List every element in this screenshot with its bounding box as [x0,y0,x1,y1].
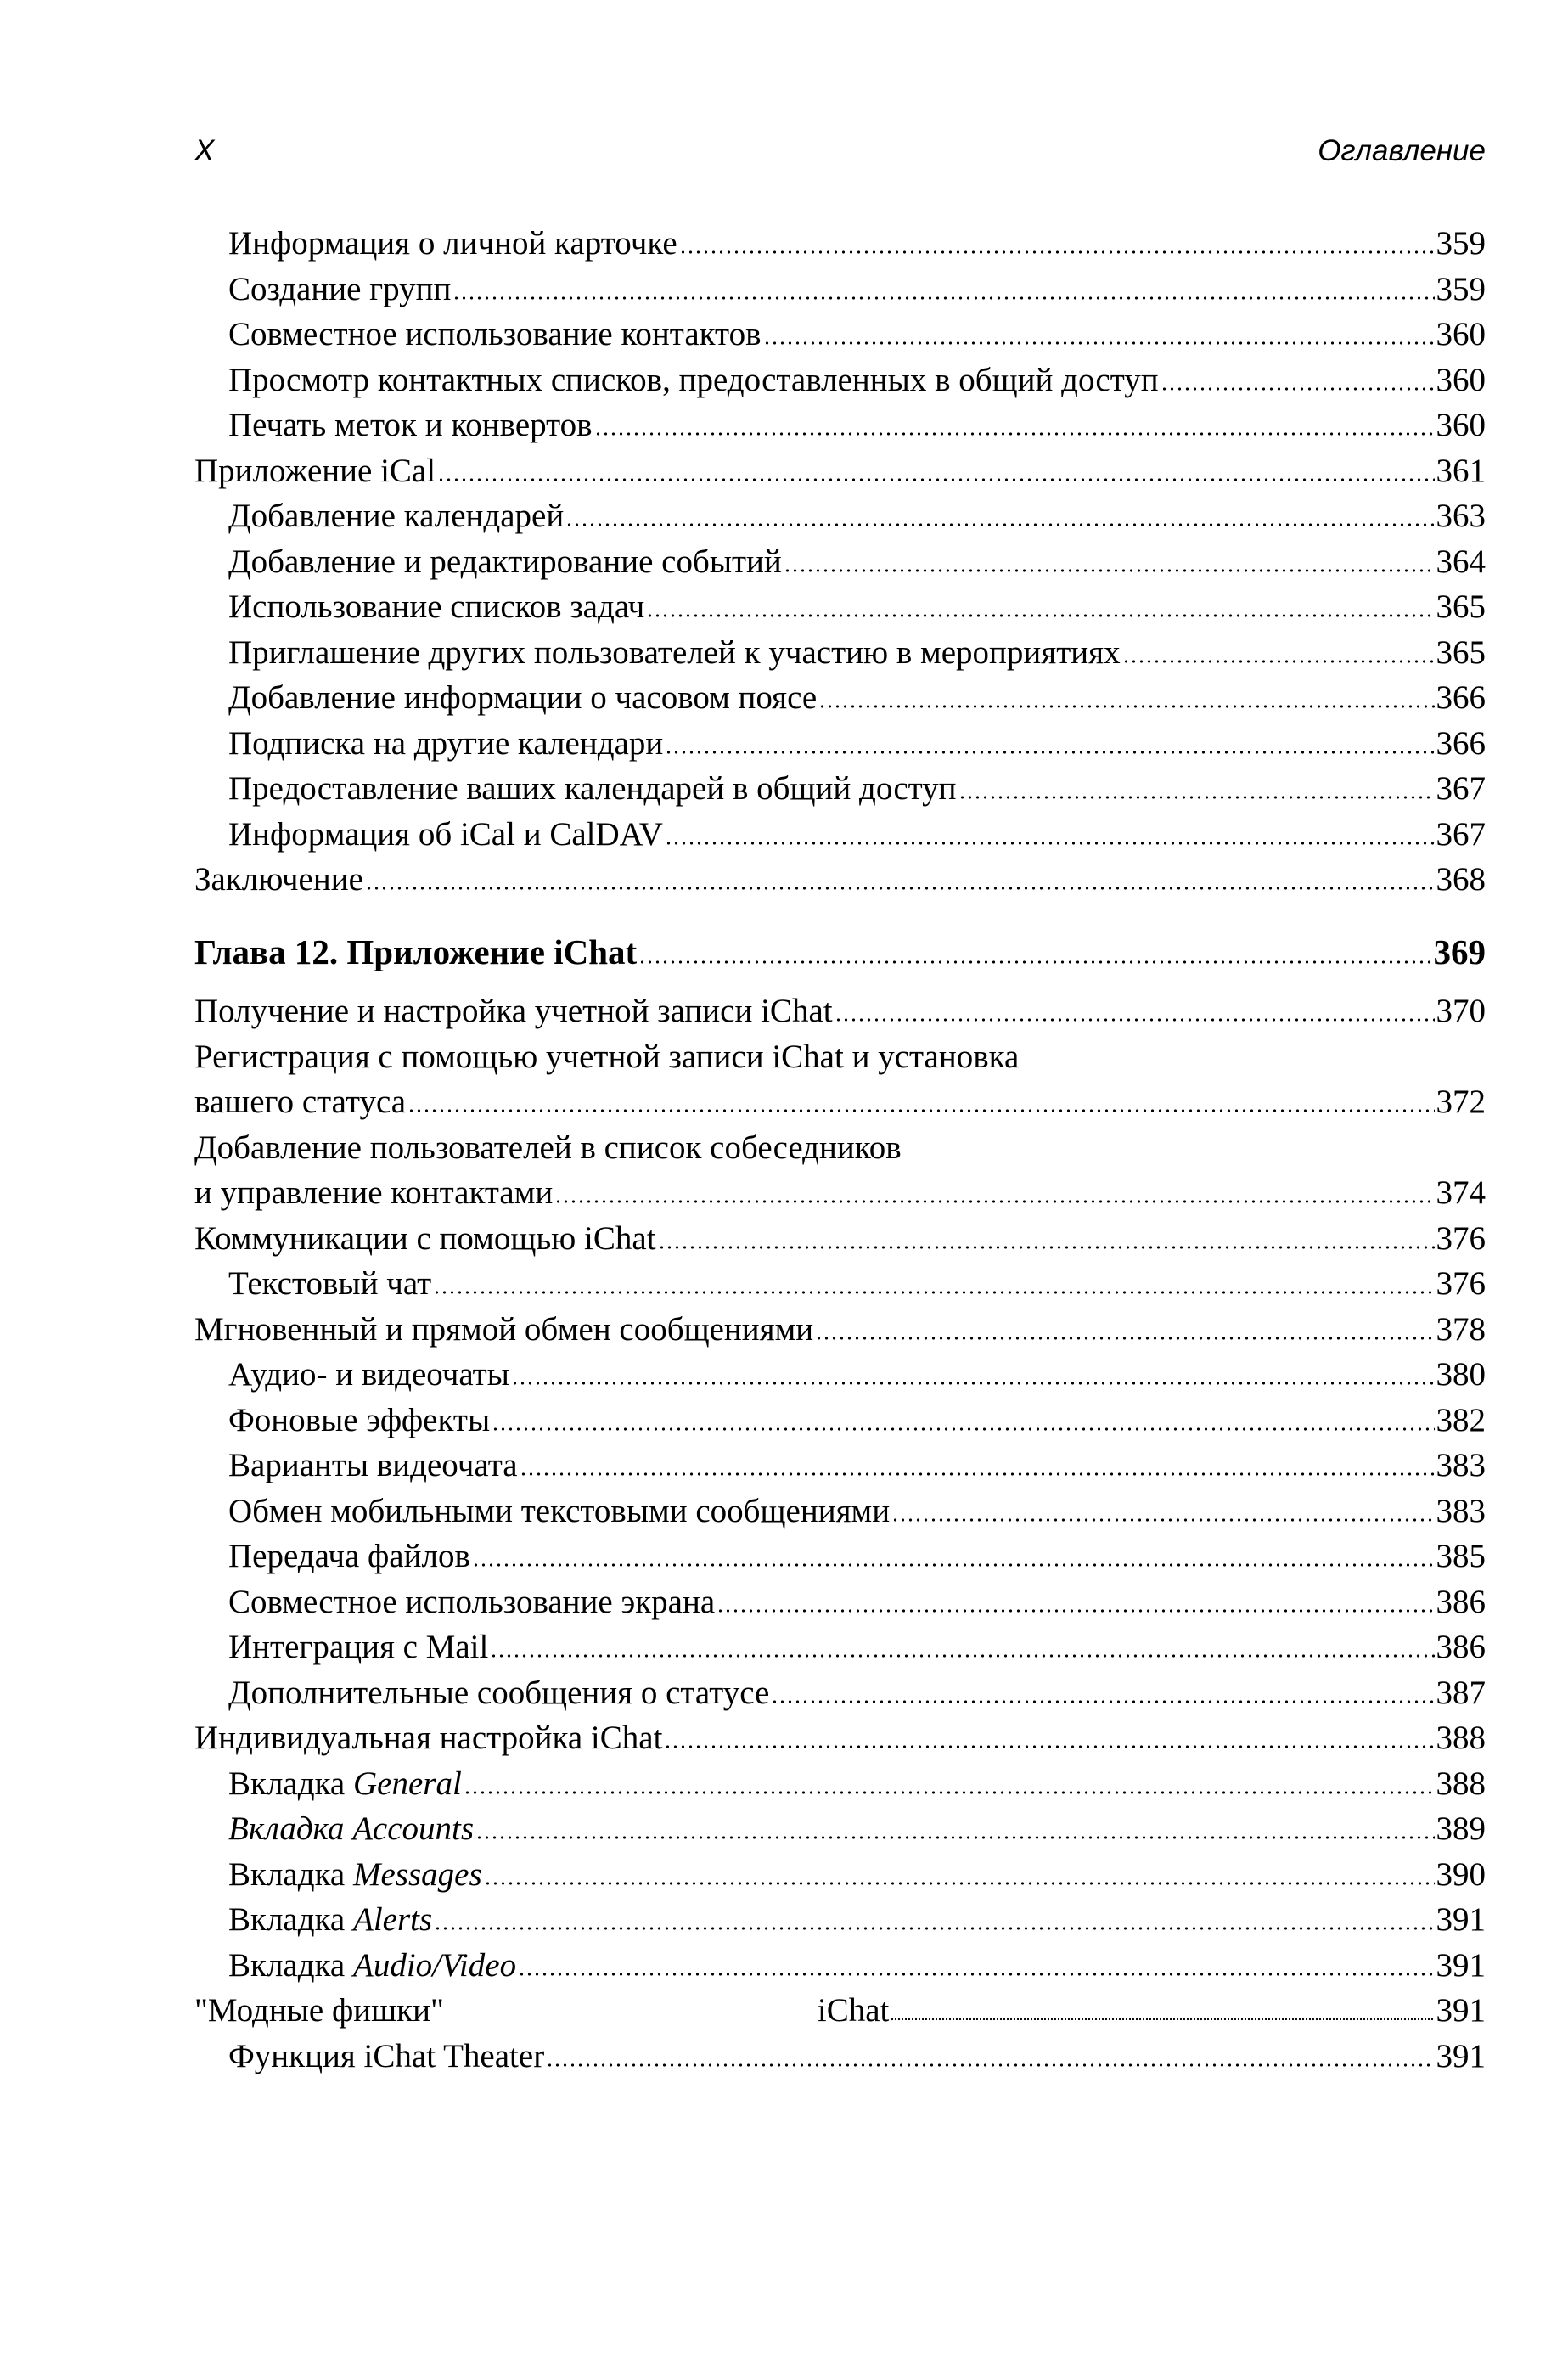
toc-entry-title [228,1352,509,1398]
toc-entry [194,1079,1486,1125]
toc-entry-text: Печать меток и конвертов [228,407,593,443]
dot-leader [665,842,1435,845]
dot-leader [365,887,1435,890]
toc-entry-text: Вкладка [228,1855,353,1893]
dot-leader [763,341,1435,345]
toc-entry [194,584,1486,630]
toc-entry-italic: General [353,1765,462,1802]
dot-leader [818,705,1434,708]
toc-entry-title [194,1216,656,1262]
toc-entry [194,1943,1486,1989]
toc-entry-title [228,584,644,630]
toc-entry [194,1988,1486,2034]
toc-entry-text: Использование списков задач [228,588,645,625]
toc-entry-title [228,1398,490,1444]
page-number: 364 [1436,543,1486,580]
toc-entry-title [228,312,762,357]
toc-entry-text: Передача файлов [228,1538,470,1574]
toc-entry-title [228,1261,431,1307]
toc-entry-title [228,267,451,312]
dot-leader [958,796,1435,799]
toc-entry-title [228,766,957,812]
toc-entry-italic: Alerts [353,1901,433,1938]
toc-entry-text: Совместное использование контактов [228,316,762,352]
dot-leader [815,1337,1434,1340]
toc-entry-title [228,402,593,448]
toc-entry-text: Коммуникации с помощью iChat [194,1219,656,1257]
page-number: 389 [1436,1810,1486,1847]
toc-entry [194,1489,1486,1534]
toc-entry-title [228,675,817,721]
dot-leader [646,614,1434,617]
toc-entry [194,402,1486,448]
toc-entry-text: Создание групп [228,270,452,307]
toc-entry-text: Аудио- и видеочаты [228,1356,509,1393]
toc-entry-title [194,988,833,1034]
toc-entry-title [228,1579,715,1625]
toc-entry [194,1443,1486,1489]
toc-entry-text: и управление контактами [194,1174,554,1211]
toc-entry-text: Дополнительные сообщения о статусе [228,1674,770,1711]
page-number: 368 [1436,861,1486,898]
toc-entry-title [228,1443,518,1489]
toc-entry-title [228,1852,482,1898]
dot-leader [891,2018,1434,2021]
toc-entry-text: Текстовый чат [228,1265,432,1302]
toc-entry [194,1216,1486,1262]
toc-entry-text-tail: iChat [817,1992,890,2029]
dot-leader [554,1200,1434,1203]
page-number: 382 [1436,1401,1486,1438]
page-number: 365 [1436,633,1486,671]
toc-entry-title [228,221,677,267]
dot-leader [665,751,1434,754]
page-number: 363 [1436,498,1486,534]
page-number: 386 [1436,1629,1486,1665]
toc-entry-title [228,539,782,585]
toc-entry-title [194,1307,813,1353]
toc-entry-title [228,721,663,767]
toc-entry-text: Предоставление ваших календарей в общий доступ [228,770,957,807]
page-number: 383 [1436,1492,1486,1529]
page-number: 391 [1436,1946,1486,1984]
toc-entry-title [194,1079,406,1125]
toc-entry-title [194,1988,889,2034]
toc-entry-title [194,1170,553,1216]
toc-entry [194,1624,1486,1670]
toc-entry [194,1852,1486,1898]
page-number: 367 [1436,770,1486,807]
dot-leader [771,1700,1434,1703]
toc-entry-text: Вкладка [228,1901,353,1938]
toc-entry-first-line: Регистрация с помощью учетной записи iChat и установка [194,1038,1020,1075]
toc-entry [194,1261,1486,1307]
page-number: 388 [1436,1765,1486,1802]
dot-leader [835,1018,1435,1022]
toc-entry-text: Фоновые эффекты [228,1401,491,1438]
toc-entry-title [228,1943,516,1989]
page-number: 369 [1433,932,1486,971]
toc-entry [194,1352,1486,1398]
page-number: 361 [1436,452,1486,489]
toc-entry-text: Обмен мобильными текстовыми сообщениями [228,1492,891,1529]
toc-entry-text: Приложение iCal [194,452,436,489]
toc-entry-italic: Вкладка Accounts [228,1810,475,1847]
page-number: 388 [1436,1720,1486,1756]
page-number: 386 [1436,1583,1486,1620]
toc-entry-text: Функция iChat Theater [228,2037,545,2074]
toc-entry-text: Варианты видеочата [228,1447,518,1483]
page-number: 360 [1436,316,1486,352]
dot-leader [565,523,1434,526]
toc-entry [194,493,1486,539]
dot-leader [594,432,1435,436]
page-number: 372 [1436,1084,1486,1120]
toc-entry [194,1715,1486,1761]
dot-leader [464,1791,1435,1794]
dot-leader [407,1109,1434,1112]
toc-entry-title [228,630,1121,676]
toc-entry-title [228,812,663,858]
toc-entry [194,812,1486,858]
toc-entry-text: Вкладка [228,1946,353,1984]
toc-entry [194,1170,1486,1216]
dot-leader [518,1973,1434,1976]
dot-leader [492,1427,1434,1431]
dot-leader [1161,387,1435,391]
toc-entry-text: Совместное использование экрана [228,1583,716,1620]
page-number: 390 [1436,1855,1486,1893]
dot-leader [433,1291,1434,1294]
toc-entry-text: "Модные фишки" [194,1992,444,2029]
toc-entry [194,1307,1486,1353]
chapter-heading [194,930,1486,976]
toc-entry-text: Глава 12. Приложение iChat [194,932,638,971]
page-number: 391 [1436,2037,1486,2074]
page-number: 366 [1436,724,1486,762]
toc-entry-title [228,1806,474,1852]
toc-entry-text: Подписка на другие календари [228,724,664,762]
toc-entry-italic: Audio/Video [353,1946,517,1984]
page-number: 360 [1436,407,1486,443]
toc-entry [194,1806,1486,1852]
dot-leader [658,1246,1435,1249]
table-of-contents [194,221,1486,2079]
page-number: 359 [1436,225,1486,262]
toc-entry-text: Информация об iCal и CalDAV [228,815,663,853]
toc-entry-title [228,1534,470,1579]
toc-entry-title [228,357,1159,403]
toc-entry-text: Индивидуальная настройка iChat [194,1720,663,1756]
toc-entry [194,448,1486,494]
toc-entry-title [228,1624,488,1670]
toc-entry [194,357,1486,403]
dot-leader [511,1382,1435,1385]
toc-entry-text: Мгновенный и прямой обмен сообщениями [194,1310,814,1348]
page-number: X [194,134,215,167]
dot-leader [434,1927,1434,1930]
toc-entry-text: Получение и настройка учетной записи iChat [194,993,833,1029]
toc-entry [194,539,1486,585]
page-number: 380 [1436,1356,1486,1393]
dot-leader [891,1518,1434,1522]
toc-entry-text: Добавление календарей [228,498,565,534]
dot-leader [1122,660,1435,663]
page-number: 376 [1436,1219,1486,1257]
dot-leader [784,569,1435,572]
toc-entry [194,267,1486,312]
page-number: 360 [1436,361,1486,398]
page-number: 367 [1436,815,1486,853]
toc-entry [194,1897,1486,1943]
toc-entry-title [194,448,436,494]
toc-entry [194,675,1486,721]
toc-entry-title [228,1761,462,1807]
toc-entry-text: Информация о личной карточке [228,225,677,262]
toc-entry [194,221,1486,267]
page-number: 391 [1436,1901,1486,1938]
toc-entry-text: вашего статуса [194,1084,407,1120]
toc-entry [194,1670,1486,1716]
dot-leader [484,1882,1435,1885]
page-number: 366 [1436,679,1486,716]
page-number: 374 [1436,1174,1486,1211]
dot-leader [520,1472,1435,1476]
page-number: 391 [1436,1992,1486,2029]
toc-entry-text: Приглашение других пользователей к участию в мероприятиях [228,633,1121,671]
toc-entry [194,312,1486,357]
toc-entry-title [228,1489,890,1534]
toc-entry [194,630,1486,676]
toc-entry-title [228,2034,544,2080]
dot-leader [452,296,1434,300]
dot-leader [475,1836,1434,1839]
page-number: 378 [1436,1310,1486,1348]
page-number: 383 [1436,1447,1486,1483]
dot-leader [490,1654,1434,1658]
toc-entry-text: Интеграция с Mail [228,1629,489,1665]
running-header: Оглавление [1318,134,1486,167]
dot-leader [638,960,1431,964]
toc-entry [194,721,1486,767]
toc-entry-text: Добавление информации о часовом поясе [228,679,818,716]
page-number: 365 [1436,588,1486,625]
dot-leader [437,478,1434,481]
toc-entry-title [228,1670,769,1716]
page-number: 387 [1436,1674,1486,1711]
toc-entry-title [194,857,363,903]
toc-entry [194,1398,1486,1444]
page-number: 385 [1436,1538,1486,1574]
dot-leader [679,250,1435,254]
toc-entry [194,766,1486,812]
toc-entry [194,2034,1486,2080]
toc-entry-first-line: Добавление пользователей в список собеседников [194,1129,902,1166]
page-number: 359 [1436,270,1486,307]
toc-entry-text: Вкладка [228,1765,353,1802]
toc-entry [194,988,1486,1034]
page-number: 376 [1436,1265,1486,1302]
toc-entry-text: Просмотр контактных списков, предоставленных в общий доступ [228,361,1159,398]
page-number: 370 [1436,993,1486,1029]
toc-entry-text: Заключение [194,861,363,898]
toc-entry [194,1534,1486,1579]
toc-entry [194,1579,1486,1625]
dot-leader [717,1609,1434,1613]
toc-entry-text: Добавление и редактирование событий [228,543,782,580]
toc-entry [194,1761,1486,1807]
toc-entry [194,857,1486,903]
toc-entry-title [194,1715,662,1761]
dot-leader [546,2063,1434,2067]
toc-entry-title [194,930,637,976]
toc-entry-title [228,493,564,539]
dot-leader [472,1563,1435,1567]
toc-entry-italic: Messages [353,1855,482,1893]
dot-leader [664,1745,1434,1748]
toc-entry-title [228,1897,432,1943]
